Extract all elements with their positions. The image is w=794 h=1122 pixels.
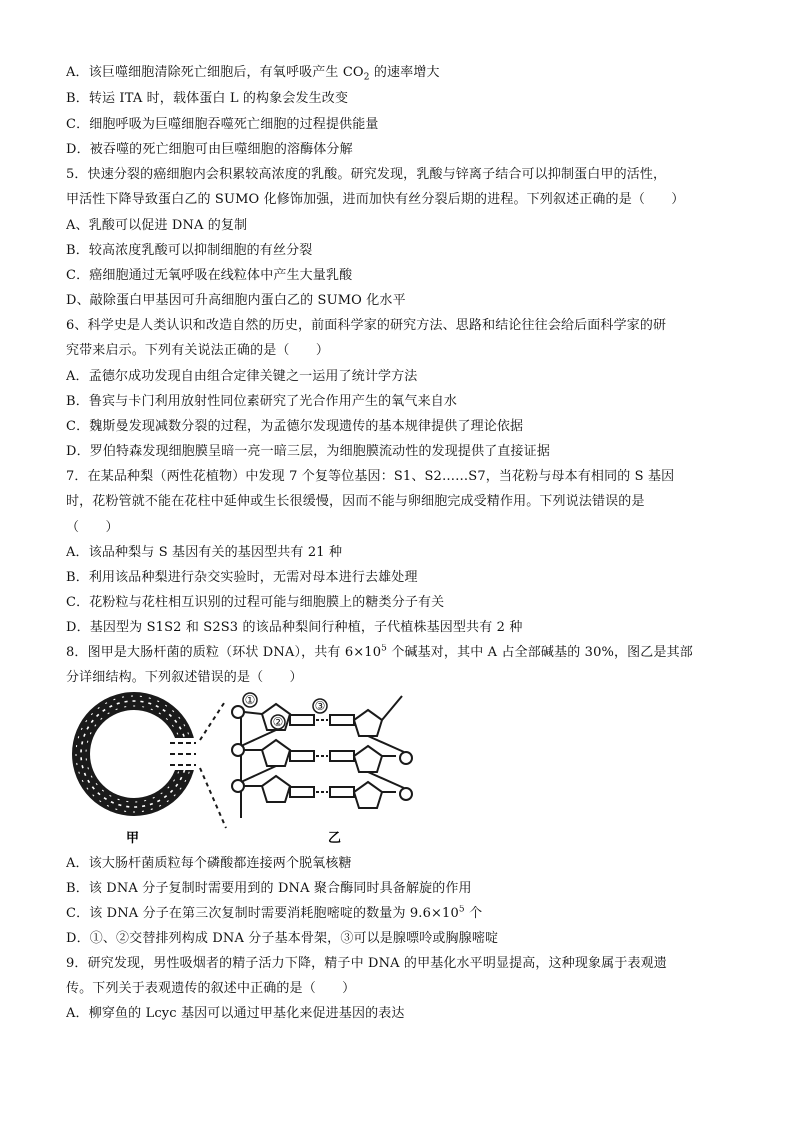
q7-option-d: D．基因型为 S1S2 和 S2S3 的该品种梨间行种植，子代植株基因型共有 2 种 bbox=[66, 620, 523, 635]
plasmid-inner-hole bbox=[90, 710, 178, 798]
figure-label-jia: 甲 bbox=[126, 831, 140, 846]
q8-stem-text-end: 个碱基对，其中 A 占全部碱基的 30%，图乙是其部 bbox=[387, 645, 693, 660]
q4-option-a bbox=[66, 64, 728, 82]
q6-option-d: D．罗伯特森发现细胞膜呈暗一亮一暗三层，为细胞膜流动性的发现提供了直接证据 bbox=[66, 444, 550, 459]
marker-2: ② bbox=[272, 715, 284, 729]
deoxyribose-pentagon bbox=[262, 776, 290, 802]
figure-label-yi: 乙 bbox=[328, 831, 342, 846]
marker-1: ① bbox=[244, 693, 256, 707]
q6-option-a: A．孟德尔成功发现自由组合定律关键之一运用了统计学方法 bbox=[66, 369, 418, 384]
q8-option-b: B．该 DNA 分子复制时需要用到的 DNA 聚合酶同时具备解旋的作用 bbox=[66, 881, 472, 896]
co2-subscript: 2 bbox=[363, 72, 370, 82]
q6-option-b: B．鲁宾与卡门利用放射性同位素研究了光合作用产生的氧气来自水 bbox=[66, 394, 458, 409]
q4-option-d: D．被吞噬的死亡细胞可由巨噬细胞的溶酶体分解 bbox=[66, 142, 353, 157]
base-pairs bbox=[290, 715, 354, 797]
q6-stem-line1: 6、科学史是人类认识和改造自然的历史，前面科学家的研究方法、思路和结论往往会给后面科学家的研 bbox=[66, 318, 667, 333]
marker-3: ③ bbox=[314, 699, 326, 713]
zoom-lines bbox=[200, 700, 226, 828]
deoxyribose-pentagon bbox=[262, 740, 290, 766]
q8-option-a: A．该大肠杆菌质粒每个磷酸都连接两个脱氧核糖 bbox=[66, 856, 352, 871]
q6-stem-line2: 究带来启示。下列有关说法正确的是（ ） bbox=[66, 343, 330, 358]
phosphate-circle bbox=[400, 752, 412, 764]
q9-stem-line1: 9．研究发现，男性吸烟者的精子活力下降，精子中 DNA 的甲基化水平明显提高，这种现象属于表观遗 bbox=[66, 956, 667, 971]
q4-option-b: B．转运 ITA 时，载体蛋白 L 的构象会发生改变 bbox=[66, 91, 349, 106]
q5-stem-line1: 5．快速分裂的癌细胞内会积累较高浓度的乳酸。研究发现，乳酸与锌离子结合可以抑制蛋白甲的活性， bbox=[66, 167, 667, 182]
q7-stem-line3: （ ） bbox=[66, 520, 119, 535]
q8-stem-line1 bbox=[66, 644, 728, 662]
q6-option-c: C．魏斯曼发现减数分裂的过程，为孟德尔发现遗传的基本规律提供了理论依据 bbox=[66, 419, 524, 434]
plasmid-diagram bbox=[72, 692, 198, 846]
q7-stem-line2: 时，花粉管就不能在花柱中延伸或生长很缓慢，因而不能与卵细胞完成受精作用。下列说法错误的是 bbox=[66, 494, 645, 509]
exponent: 5 bbox=[458, 905, 465, 915]
dna-figure bbox=[66, 688, 466, 848]
q9-option-a: A．柳穿鱼的 Lcyc 基因可以通过甲基化来促进基因的表达 bbox=[66, 1006, 405, 1021]
q4-option-a-text-end: 的速率增大 bbox=[369, 65, 440, 80]
q7-option-a: A．该品种梨与 S 基因有关的基因型共有 21 种 bbox=[66, 545, 343, 560]
q7-stem-line1: 7．在某品种梨（两性花植物）中发现 7 个复等位基因：S1、S2……S7，当花粉与母本有相同的 S 基因 bbox=[66, 469, 675, 484]
q7-option-b: B．利用该品种梨进行杂交实验时，无需对母本进行去雄处理 bbox=[66, 570, 418, 585]
q5-stem-line2: 甲活性下降导致蛋白乙的 SUMO 化修饰加强，进而加快有丝分裂后期的进程。下列叙述正确的是（ ） bbox=[66, 192, 685, 207]
q8-stem-line2: 分详细结构。下列叙述错误的是（ ） bbox=[66, 670, 303, 685]
q5-option-a: A、乳酸可以促进 DNA 的复制 bbox=[66, 218, 248, 233]
q9-stem-line2: 传。下列关于表观遗传的叙述中正确的是（ ） bbox=[66, 981, 356, 996]
exponent: 5 bbox=[381, 644, 388, 654]
q4-option-c: C．细胞呼吸为巨噬细胞吞噬死亡细胞的过程提供能量 bbox=[66, 117, 379, 132]
q8-stem-text: 8．图甲是大肠杆菌的质粒（环状 DNA），共有 6×10 bbox=[66, 645, 382, 660]
deoxyribose-pentagon bbox=[354, 710, 382, 736]
q5-option-c: C．癌细胞通过无氧呼吸在线粒体中产生大量乳酸 bbox=[66, 268, 353, 283]
q7-option-c: C．花粉粒与花柱相互识别的过程可能与细胞膜上的糖类分子有关 bbox=[66, 595, 445, 610]
q8-option-c-text: C．该 DNA 分子在第三次复制时需要消耗胞嘧啶的数量为 9.6×10 bbox=[66, 906, 459, 921]
phosphate-circle bbox=[400, 788, 412, 800]
deoxyribose-pentagon bbox=[354, 782, 382, 808]
q5-option-b: B．较高浓度乳酸可以抑制细胞的有丝分裂 bbox=[66, 243, 313, 258]
q8-option-c-text-end: 个 bbox=[464, 906, 483, 921]
q8-option-d: D．①、②交替排列构成 DNA 分子基本骨架，③可以是腺嘌呤或胸腺嘧啶 bbox=[66, 931, 499, 946]
q4-option-a-text: A．该巨噬细胞清除死亡细胞后，有氧呼吸产生 CO bbox=[66, 65, 364, 80]
q8-option-c bbox=[66, 905, 728, 923]
deoxyribose-pentagon bbox=[354, 746, 382, 772]
q5-option-d: D、敲除蛋白甲基因可升高细胞内蛋白乙的 SUMO 化水平 bbox=[66, 293, 406, 308]
phosphate-circle bbox=[232, 706, 244, 718]
